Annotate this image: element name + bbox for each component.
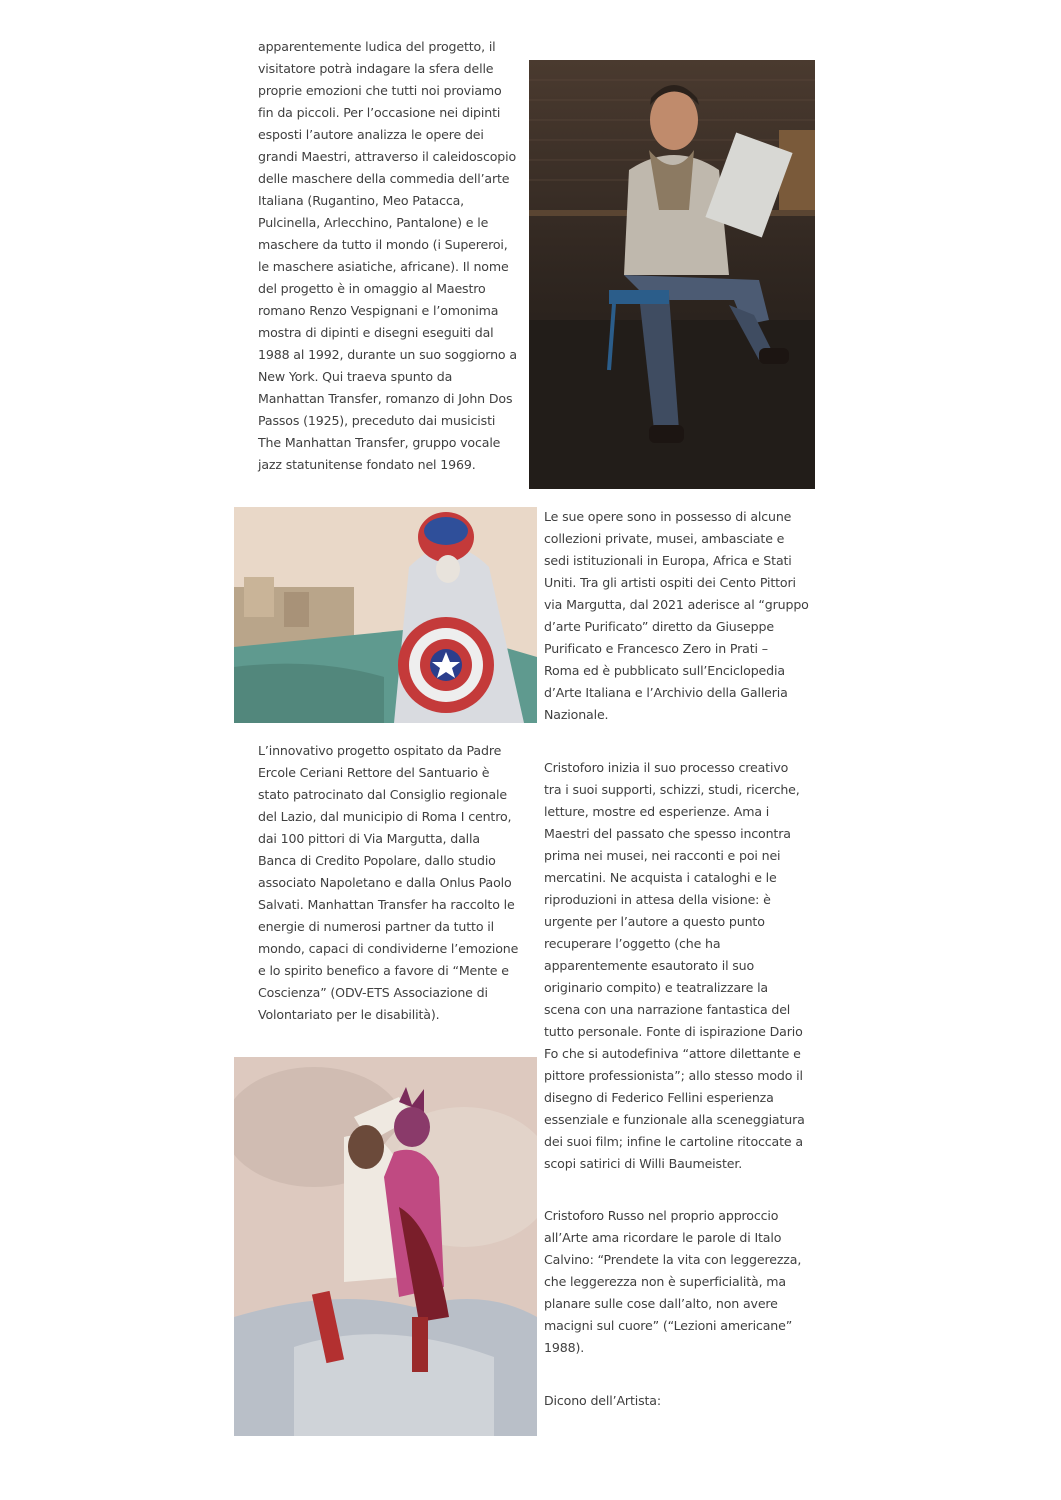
paragraph-calvino-quote: Cristoforo Russo nel proprio approccio all’Arte ama ricordare le parole di Italo Calvino: “Prendete la vita con leggerezza, che leggerezza non è superficialità, ma planare sulle cose dall’alto, non avere macigni sul cuore” (“Lezioni americane” 1988). <box>544 1208 802 1355</box>
paragraph-project-sponsors: L’innovativo progetto ospitato da Padre Ercole Ceriani Rettore del Santuario è stato patrocinato dal Consiglio regionale del Lazio, dal municipio di Roma I centro, dai 100 pittori di Via Margutta, dalla Banca di Credito Popolare, dallo studio associato Napoletano e dalla Onlus Paolo Salvati. Manhattan Transfer ha raccolto le energie di numerosi partner da tutto il mondo, capaci di condividerne l’emozione e lo spirito benefico a favore di “Mente e Coscienza” (ODV-ETS Associazione di Volontariato per le disabilità). <box>258 743 519 1022</box>
painting-children-embrace <box>234 1057 537 1436</box>
paragraph-collections: Le sue opere sono in possesso di alcune collezioni private, musei, ambasciate e sedi istituzionali in Europa, Africa e Stati Uniti. Tra gli artisti ospiti dei Cento Pittori via Margutta, dal 2021 aderisce al “gruppo d’arte Purificato” diretto da Giuseppe Purificato e Francesco Zero in Prati – Roma ed è pubblicato sull’Enciclopedia d’Arte Italiana e l’Archivio della Galleria Nazionale. <box>544 509 809 722</box>
paragraph-intro: apparentemente ludica del progetto, il visitatore potrà indagare la sfera delle proprie emozioni che tutti noi proviamo fin da piccoli. Per l’occasione nei dipinti esposti l’autore analizza le opere dei grandi Maestri, attraverso il caleidoscopio delle maschere della commedia dell’arte Italiana (Rugantino, Meo Patacca, Pulcinella, Arlecchino, Pantalone) e le maschere da tutto il mondo (i Supereroi, le maschere asiatiche, africane). Il nome del progetto è in omaggio al Maestro romano Renzo Vespignani e l’omonima mostra di dipinti e disegni eseguiti dal 1988 al 1992, durante un suo soggiorno a New York. Qui traeva spunto da Manhattan Transfer, romanzo di John Dos Passos (1925), preceduto dai musicisti The Manhattan Transfer, gruppo vocale jazz statunitense fondato nel 1969. <box>258 39 517 472</box>
paragraph-creative-process: Cristoforo inizia il suo processo creativo tra i suoi supporti, schizzi, studi, ricerche, letture, mostre ed esperienze. Ama i Maestri del passato che spesso incontra prima nei musei, nei racconti e poi nei mercatini. Ne acquista i cataloghi e le riproduzioni in attesa della visione: è urgente per l’autore a questo punto recuperare l’oggetto (che ha apparentemente esautorato il suo originario compito) e teatralizzare la scena con una narrazione fantastica del tutto personale. Fonte di ispirazione Dario Fo che si autodefiniva “attore dilettante e pittore professionista”; allo stesso modo il disegno di Federico Fellini esperienza essenziale e funzionale alla sceneggiatura dei suoi film; infine le cartoline ritoccate a scopi satirici di Willi Baumeister. <box>544 760 805 1171</box>
artist-portrait-photo <box>529 60 815 489</box>
paragraph-artist-says: Dicono dell’Artista: <box>544 1393 661 1408</box>
painting-venice-captain-america <box>234 507 537 723</box>
